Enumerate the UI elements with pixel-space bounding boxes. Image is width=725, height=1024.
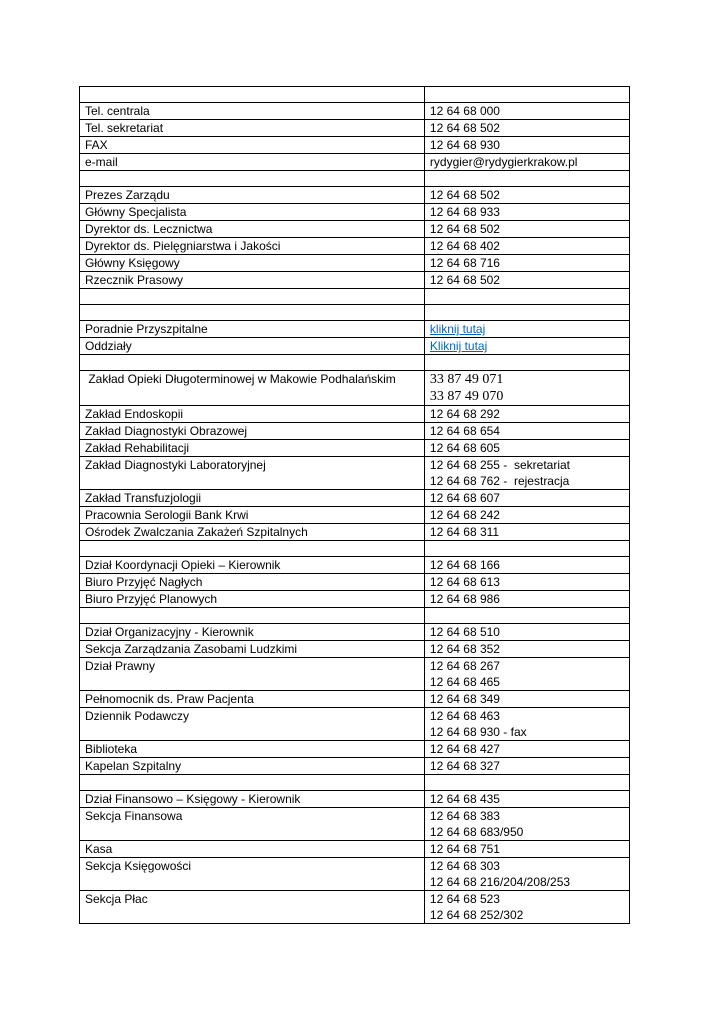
phone-cell xyxy=(424,507,629,524)
phone-cell xyxy=(424,255,629,272)
directory-row xyxy=(80,321,630,338)
department-name: Ośrodek Zwalczania Zakażeń Szpitalnych xyxy=(80,524,425,541)
phone-number: 12 64 68 465 xyxy=(429,675,500,689)
phone-cell xyxy=(424,624,629,641)
phone-number: 12 64 68 463 xyxy=(429,709,500,723)
department-name: Główny Księgowy xyxy=(80,255,425,272)
phone-number: 12 64 68 502 xyxy=(429,273,500,287)
phone-number: 12 64 68 751 xyxy=(429,842,500,856)
department-name: Tel. centrala xyxy=(80,103,425,120)
phone-cell xyxy=(424,440,629,457)
department-name: Główny Specjalista xyxy=(80,204,425,221)
phone-number: 12 64 68 267 xyxy=(429,659,500,673)
spacer-row xyxy=(80,305,630,321)
department-name: Tel. sekretariat xyxy=(80,120,425,137)
spacer-cell xyxy=(424,87,629,103)
phone-number: 12 64 68 523 xyxy=(429,892,500,906)
phone-cell xyxy=(424,272,629,289)
phone-cell xyxy=(424,708,629,741)
phone-number: 12 64 68 427 xyxy=(429,742,500,756)
directory-row xyxy=(80,758,630,775)
department-name: Zakład Rehabilitacji xyxy=(80,440,425,457)
phone-number: 12 64 68 255 - sekretariat xyxy=(429,458,570,472)
directory-row xyxy=(80,891,630,924)
phone-number: 12 64 68 502 xyxy=(429,188,500,202)
directory-row xyxy=(80,272,630,289)
spacer-cell xyxy=(424,355,629,371)
phone-number: 12 64 68 933 xyxy=(429,205,500,219)
phone-number: 12 64 68 930 - fax xyxy=(429,725,527,739)
directory-row xyxy=(80,841,630,858)
details-link[interactable]: Kliknij tutaj xyxy=(429,339,488,353)
directory-row xyxy=(80,338,630,355)
directory-row xyxy=(80,120,630,137)
phone-cell xyxy=(424,221,629,238)
phone-cell xyxy=(424,891,629,924)
phone-cell xyxy=(424,406,629,423)
phone-cell xyxy=(424,103,629,120)
phone-cell xyxy=(424,591,629,608)
directory-row xyxy=(80,791,630,808)
phone-cell xyxy=(424,371,629,406)
phone-number: 33 87 49 070 xyxy=(429,389,504,404)
directory-row xyxy=(80,624,630,641)
phone-cell xyxy=(424,137,629,154)
phone-number: 12 64 68 166 xyxy=(429,558,500,572)
department-name: Sekcja Finansowa xyxy=(80,808,425,841)
phone-number: 12 64 68 349 xyxy=(429,692,500,706)
phone-cell xyxy=(424,524,629,541)
department-name: Rzecznik Prasowy xyxy=(80,272,425,289)
phone-number: 12 64 68 605 xyxy=(429,441,500,455)
directory-row xyxy=(80,406,630,423)
phone-number: 12 64 68 986 xyxy=(429,592,500,606)
directory-row xyxy=(80,238,630,255)
phone-cell xyxy=(424,808,629,841)
spacer-cell xyxy=(80,87,425,103)
spacer-cell xyxy=(424,305,629,321)
phone-cell xyxy=(424,557,629,574)
phone-cell xyxy=(424,338,629,355)
directory-row xyxy=(80,221,630,238)
spacer-row xyxy=(80,608,630,624)
spacer-cell xyxy=(424,541,629,557)
phone-cell xyxy=(424,641,629,658)
department-name: Dział Koordynacji Opieki – Kierownik xyxy=(80,557,425,574)
directory-row xyxy=(80,204,630,221)
spacer-cell xyxy=(424,171,629,187)
phone-cell xyxy=(424,204,629,221)
phone-directory-table xyxy=(79,86,630,924)
spacer-cell xyxy=(80,775,425,791)
phone-number: 12 64 68 510 xyxy=(429,625,500,639)
directory-row xyxy=(80,187,630,204)
department-name: Sekcja Płac xyxy=(80,891,425,924)
department-name: Kasa xyxy=(80,841,425,858)
phone-cell xyxy=(424,758,629,775)
directory-row xyxy=(80,524,630,541)
directory-row xyxy=(80,691,630,708)
phone-directory-body xyxy=(80,87,630,924)
spacer-row xyxy=(80,87,630,103)
spacer-row xyxy=(80,171,630,187)
department-name: Dział Organizacyjny - Kierownik xyxy=(80,624,425,641)
department-name: FAX xyxy=(80,137,425,154)
department-name: Kapelan Szpitalny xyxy=(80,758,425,775)
spacer-row xyxy=(80,355,630,371)
directory-row xyxy=(80,154,630,171)
department-name: Poradnie Przyszpitalne xyxy=(80,321,425,338)
phone-cell xyxy=(424,187,629,204)
phone-number: 12 64 68 435 xyxy=(429,792,500,806)
phone-cell xyxy=(424,791,629,808)
phone-cell xyxy=(424,457,629,490)
department-name: Oddziały xyxy=(80,338,425,355)
directory-row xyxy=(80,490,630,507)
department-name: Sekcja Księgowości xyxy=(80,858,425,891)
phone-number: 12 64 68 502 xyxy=(429,222,500,236)
department-name: Sekcja Zarządzania Zasobami Ludzkimi xyxy=(80,641,425,658)
department-name: e-mail xyxy=(80,154,425,171)
department-name: Zakład Endoskopii xyxy=(80,406,425,423)
spacer-cell xyxy=(80,289,425,305)
directory-row xyxy=(80,641,630,658)
directory-row xyxy=(80,574,630,591)
directory-row xyxy=(80,741,630,758)
spacer-cell xyxy=(80,171,425,187)
phone-number: 12 64 68 402 xyxy=(429,239,500,253)
directory-row xyxy=(80,440,630,457)
phone-number: 12 64 68 303 xyxy=(429,859,500,873)
phone-cell xyxy=(424,490,629,507)
directory-row xyxy=(80,858,630,891)
department-name: Zakład Diagnostyki Obrazowej xyxy=(80,423,425,440)
spacer-cell xyxy=(424,289,629,305)
spacer-cell xyxy=(80,541,425,557)
phone-cell xyxy=(424,120,629,137)
department-name: Biblioteka xyxy=(80,741,425,758)
phone-number: 12 64 68 613 xyxy=(429,575,500,589)
directory-row xyxy=(80,255,630,272)
phone-number: 12 64 68 352 xyxy=(429,642,500,656)
spacer-row xyxy=(80,775,630,791)
directory-row xyxy=(80,103,630,120)
phone-number: 12 64 68 327 xyxy=(429,759,500,773)
directory-row xyxy=(80,808,630,841)
phone-cell xyxy=(424,858,629,891)
phone-number: 12 64 68 502 xyxy=(429,121,500,135)
department-name: Pracownia Serologii Bank Krwi xyxy=(80,507,425,524)
directory-row xyxy=(80,658,630,691)
spacer-cell xyxy=(80,608,425,624)
department-name: Biuro Przyjęć Nagłych xyxy=(80,574,425,591)
phone-number: 12 64 68 252/302 xyxy=(429,908,524,922)
department-name: Zakład Opieki Długoterminowej w Makowie Podhalańskim xyxy=(80,371,425,406)
department-name: Dział Finansowo – Księgowy - Kierownik xyxy=(80,791,425,808)
phone-number: 12 64 68 762 - rejestracja xyxy=(429,474,570,488)
phone-cell xyxy=(424,691,629,708)
phone-number: rydygier@rydygierkrakow.pl xyxy=(429,155,578,169)
spacer-cell xyxy=(424,775,629,791)
phone-number: 12 64 68 607 xyxy=(429,491,500,505)
phone-number: 33 87 49 071 xyxy=(429,372,504,387)
department-name: Prezes Zarządu xyxy=(80,187,425,204)
department-name: Zakład Diagnostyki Laboratoryjnej xyxy=(80,457,425,490)
phone-cell xyxy=(424,841,629,858)
spacer-cell xyxy=(80,305,425,321)
details-link[interactable]: kliknij tutaj xyxy=(429,322,486,336)
spacer-cell xyxy=(80,355,425,371)
phone-cell xyxy=(424,321,629,338)
phone-number: 12 64 68 000 xyxy=(429,104,500,118)
phone-number: 12 64 68 216/204/208/253 xyxy=(429,875,571,889)
spacer-row xyxy=(80,289,630,305)
phone-number: 12 64 68 930 xyxy=(429,138,500,152)
directory-row xyxy=(80,371,630,406)
phone-cell xyxy=(424,154,629,171)
department-name: Pełnomocnik ds. Praw Pacjenta xyxy=(80,691,425,708)
phone-number: 12 64 68 242 xyxy=(429,508,500,522)
phone-number: 12 64 68 383 xyxy=(429,809,500,823)
phone-cell xyxy=(424,741,629,758)
directory-row xyxy=(80,137,630,154)
phone-cell xyxy=(424,658,629,691)
directory-row xyxy=(80,423,630,440)
department-name: Biuro Przyjęć Planowych xyxy=(80,591,425,608)
phone-number: 12 64 68 654 xyxy=(429,424,500,438)
department-name: Dyrektor ds. Pielęgniarstwa i Jakości xyxy=(80,238,425,255)
department-name: Zakład Transfuzjologii xyxy=(80,490,425,507)
directory-row xyxy=(80,507,630,524)
directory-row xyxy=(80,557,630,574)
phone-cell xyxy=(424,423,629,440)
directory-row xyxy=(80,591,630,608)
department-name: Dział Prawny xyxy=(80,658,425,691)
phone-cell xyxy=(424,574,629,591)
phone-number: 12 64 68 683/950 xyxy=(429,825,524,839)
phone-number: 12 64 68 716 xyxy=(429,256,500,270)
directory-row xyxy=(80,457,630,490)
department-name: Dziennik Podawczy xyxy=(80,708,425,741)
directory-row xyxy=(80,708,630,741)
spacer-row xyxy=(80,541,630,557)
phone-number: 12 64 68 311 xyxy=(429,525,500,539)
department-name: Dyrektor ds. Lecznictwa xyxy=(80,221,425,238)
spacer-cell xyxy=(424,608,629,624)
phone-number: 12 64 68 292 xyxy=(429,407,500,421)
phone-cell xyxy=(424,238,629,255)
